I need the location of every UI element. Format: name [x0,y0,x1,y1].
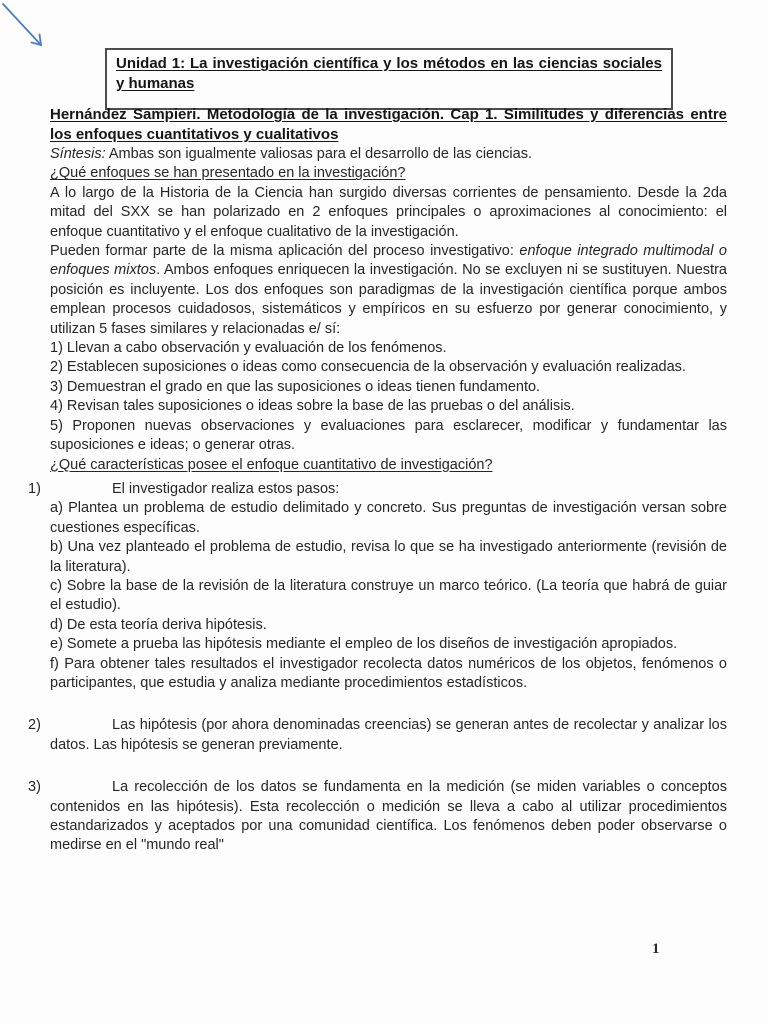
step-item: d) De esta teoría deriva hipótesis. [50,616,267,633]
item-number: 3) [28,779,41,796]
paragraph-rest: . Ambos enfoques enriquecen la investigación. No se excluyen ni se sustituyen. Nuestra posición es incluyente. Los dos enfoques son paradigmas de la investigación científica porque ambos emplean procesos cuidadosos, sistemáticos y empíricos en su esfuerzo por generar conocimiento, y utilizan 5 fases similares y relacionadas e/ sí: [50,262,727,337]
sintesis-line [50,145,727,164]
step-item: a) Plantea un problema de estudio delimitado y concreto. Sus preguntas de investigación versan sobre cuestiones específicas. [50,500,727,536]
sintesis-label: Síntesis: [50,146,106,162]
blue-arrow-annotation-icon [0,0,64,64]
phase-item: 5) Proponen nuevas observaciones y evaluaciones para esclarecer, modificar y fundamentar las suposiciones e ideas; o generar otras. [50,417,727,454]
step-item: e) Somete a prueba las hipótesis mediante el empleo de los diseños de investigación apropiados. [50,636,678,653]
item-text: La recolección de los datos se fundamenta en la medición (se miden variables o conceptos contenidos en las hipótesis). Esta recolección o medición se lleva a cabo al utilizar procedimientos estandarizados y aceptados por una comunidad científica. Los fenómenos deben poder observarse o medirse en el "mundo real" [50,779,727,854]
unit-title: Unidad 1: La investigación científica y los métodos en las ciencias sociales y humanas [116,55,662,92]
item-text: El investigador realiza estos pasos: [112,480,340,497]
chapter-heading: Hernández Sampieri. Metodología de la investigación. Cap 1. Similitudes y diferencias entre los enfoques cuantitativos y cualitativos [50,106,727,143]
item-number: 2) [28,717,41,734]
paragraph-historia: A lo largo de la Historia de la Ciencia han surgido diversas corrientes de pensamiento. Desde la 2da mitad del SXX se han polarizado en 2 enfoques principales o aproximaciones al conocimiento: el enfoque cuantitativo y el enfoque cualitativo de la investigación. [50,184,727,240]
page-number: 1 [652,941,660,957]
paragraph-italic-segment: enfoque integrado multimodal o enfoques mixtos [50,243,727,279]
paragraph-lead: Pueden formar parte de la misma aplicación del proceso investigativo: [50,243,520,260]
step-item: f) Para obtener tales resultados el investigador recolecta datos numéricos de los objetos, fenómenos o participantes, que estudia y analiza mediante procedimientos estadísticos. [50,655,727,691]
numbered-item-2 [28,716,727,755]
question-caracteristicas: ¿Qué características posee el enfoque cuantitativo de investigación? [50,456,493,473]
phase-item: 4) Revisan tales suposiciones o ideas sobre la base de las pruebas o del análisis. [50,398,575,415]
numbered-item-3 [28,778,727,856]
document-body [28,105,727,856]
phase-item: 3) Demuestran el grado en que las suposiciones o ideas tienen fundamento. [50,378,541,395]
phase-item: 1) Llevan a cabo observación y evaluación de los fenómenos. [50,340,447,357]
phases-list [50,339,727,455]
step-item: c) Sobre la base de la revisión de la literatura construye un marco teórico. (La teoría que habrá de guiar el estudio). [50,577,727,614]
item-number: 1) [28,480,41,497]
numbered-item-1 [28,480,727,693]
paragraph-enfoques-mixtos [50,242,727,339]
unit-title-box [105,48,673,110]
item-text: Las hipótesis (por ahora denominadas creencias) se generan antes de recolectar y analizar los datos. Las hipótesis se generan previamente. [50,717,727,753]
phase-item: 2) Establecen suposiciones o ideas como consecuencia de la observación y evaluación realizadas. [50,359,686,376]
sintesis-text: Ambas son igualmente valiosas para el desarrollo de las ciencias. [105,146,532,162]
question-enfoques: ¿Qué enfoques se han presentado en la investigación? [50,165,406,182]
step-item: b) Una vez planteado el problema de estudio, revisa lo que se ha investigado anteriormente (revisión de la literatura). [50,539,727,575]
